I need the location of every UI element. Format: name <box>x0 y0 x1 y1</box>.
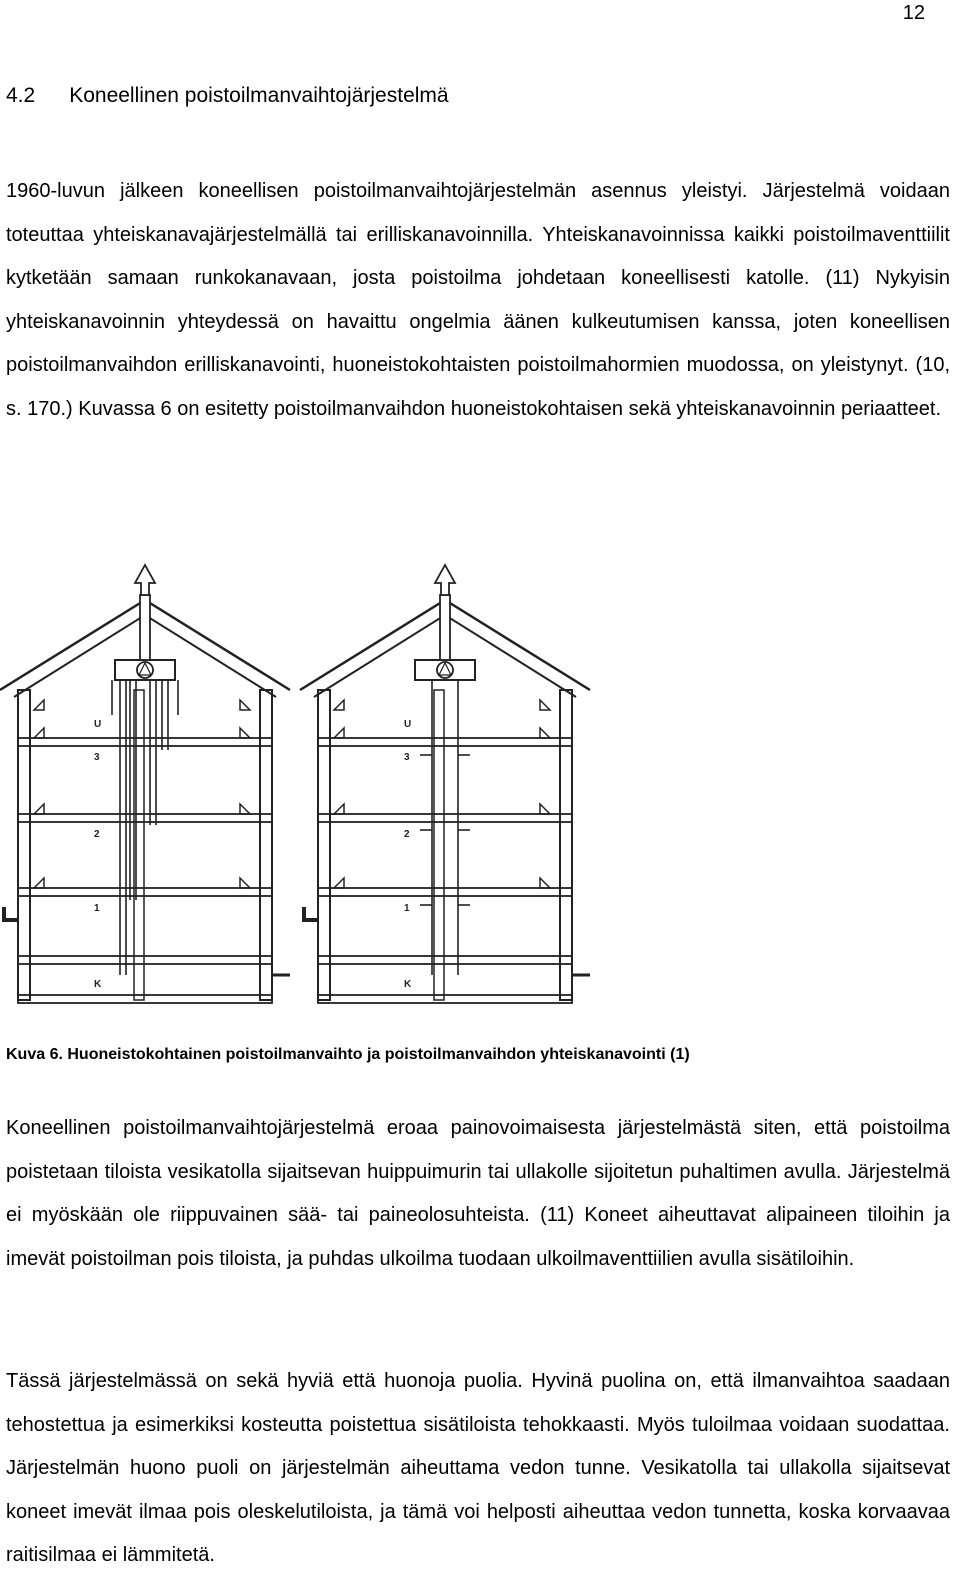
figure-caption <box>6 1046 690 1064</box>
caption-text: Huoneistokohtainen poistoilmanvaihto ja poistoilmanvaihdon yhteiskanavointi (1) <box>67 1046 690 1063</box>
floor-label-3-left: 3 <box>94 752 100 763</box>
building-common-duct <box>300 565 590 1003</box>
floor-label-u-right: U <box>404 719 412 730</box>
paragraph-intro: 1960-luvun jälkeen koneellisen poistoilmanvaihtojärjestelmän asennus yleistyi. Järjestelmä voidaan toteuttaa yhteiskanavajärjestelmällä tai erilliskanavoinnilla. Yhteiskanavoinnissa kaikki poistoilmaventtiilit kytketään samaan runkokanavaan, josta poistoilma johdetaan koneellisesti katolle. (11) Nykyisin yhteiskanavoinnin yhteydessä on havaittu ongelmia äänen kulkeutumisen kanssa, joten koneellisen poistoilmanvaihdon erilliskanavointi, huoneistokohtaisten poistoilmahormien muodossa, on yleistynyt. (10, s. 170.) Kuvassa 6 on esitetty poistoilmanvaihdon huoneistokohtaisen sekä yhteiskanavoinnin periaatteet. <box>6 180 950 420</box>
section-heading <box>6 84 449 108</box>
floor-label-u-left: U <box>94 719 102 730</box>
floor-label-k-left: K <box>94 979 102 990</box>
floor-label-1-left: 1 <box>94 903 100 914</box>
paragraph-pros-cons: Tässä järjestelmässä on sekä hyviä että huonoja puolia. Hyvinä puolina on, että ilmanvaihtoa saadaan tehostettua ja esimerkiksi kosteutta poistettua sisätiloista tehokkaasti. Myös tuloilmaa voidaan suodattaa. Järjestelmän huono puoli on järjestelmän aiheuttama vedon tunne. Vesikatolla tai ullakolla sijaitsevat koneet imevät ilmaa pois oleskelutiloista, ja tämä voi helposti aiheuttaa vedon tunnetta, koska korvaavaa raitisilmaa ei lämmitetä. <box>6 1370 950 1566</box>
page-number: 12 <box>902 2 925 24</box>
floor-label-k-right: K <box>404 979 412 990</box>
floor-label-3-right: 3 <box>404 752 410 763</box>
section-number: 4.2 <box>6 84 36 107</box>
ventilation-diagram <box>0 555 600 1025</box>
floor-label-2-left: 2 <box>94 829 100 840</box>
paragraph-mechanical-system: Koneellinen poistoilmanvaihtojärjestelmä eroaa painovoimaisesta järjestelmästä siten, että poistoilma poistetaan tiloista vesikatolla sijaitsevan huippuimurin tai ullakolle sijoitetun puhaltimen avulla. Järjestelmä ei myöskään ole riippuvainen sää- tai paineolosuhteista. (11) Koneet aiheuttavat alipaineen tiloihin ja imevät poistoilman pois tiloista, ja puhdas ulkoilma tuodaan ulkoilmaventtiilien avulla sisätiloihin. <box>6 1117 950 1270</box>
building-separate-ducts <box>0 565 290 1003</box>
floor-label-1-right: 1 <box>404 903 410 914</box>
section-title: Koneellinen poistoilmanvaihtojärjestelmä <box>69 84 449 107</box>
floor-label-2-right: 2 <box>404 829 410 840</box>
caption-label: Kuva 6. <box>6 1046 63 1063</box>
building-ventilation-figure <box>0 555 600 1025</box>
